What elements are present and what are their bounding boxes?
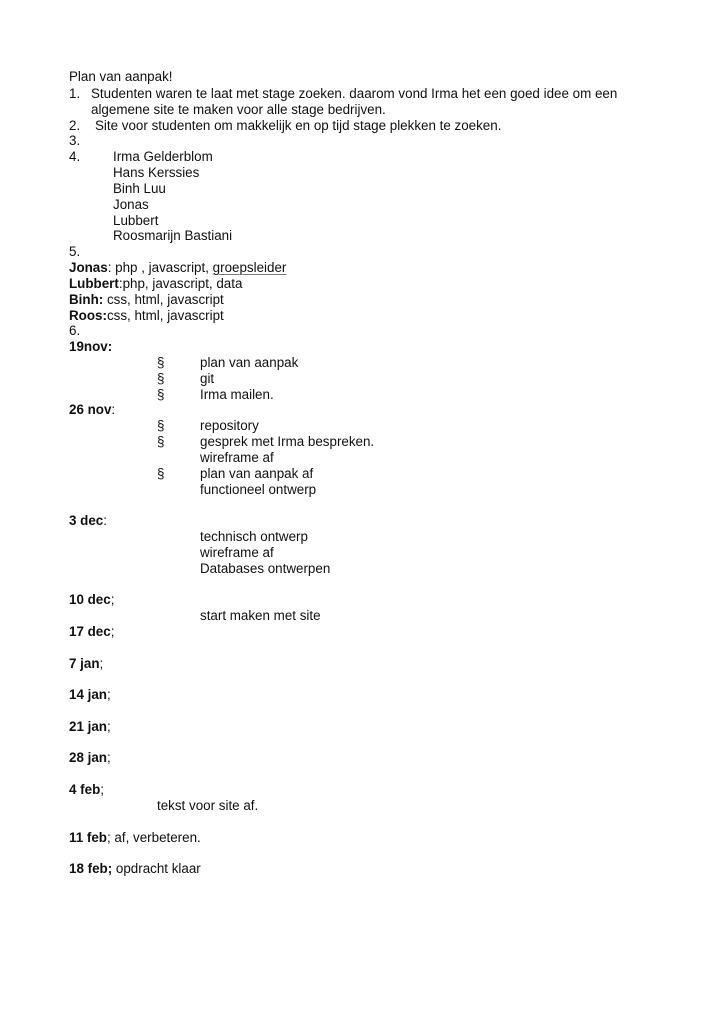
schedule-date: 7 jan;: [69, 656, 104, 671]
member-name: Roosmarijn Bastiani: [113, 228, 233, 243]
item-1-line-2: algemene site te maken voor alle stage bedrijven.: [91, 102, 386, 117]
schedule-date: 4 feb;: [69, 782, 104, 797]
schedule-task: git: [200, 371, 215, 386]
page-title: Plan van aanpak!: [69, 69, 173, 84]
schedule-task: tekst voor site af.: [157, 798, 259, 813]
schedule-task: gesprek met Irma bespreken.: [200, 434, 375, 449]
item-2-text: Site voor studenten om makkelijk en op tijd stage plekken te zoeken.: [95, 118, 502, 133]
section-icon: §: [157, 418, 165, 433]
schedule-date: 11 feb; af, verbeteren.: [69, 830, 201, 845]
member-name: Binh Luu: [113, 181, 166, 196]
member-name: Hans Kerssies: [113, 165, 200, 180]
schedule-task: plan van aanpak af: [200, 466, 314, 481]
item-number-3: 3.: [69, 133, 81, 148]
role-line-lubbert: Lubbert:php, javascript, data: [69, 276, 243, 291]
role-line-binh: Binh: css, html, javascript: [69, 292, 224, 307]
role-line-roos: Roos:css, html, javascript: [69, 308, 224, 323]
item-number-5: 5.: [69, 244, 81, 259]
schedule-task: repository: [200, 418, 259, 433]
schedule-date: 3 dec:: [69, 513, 107, 528]
member-name: Jonas: [113, 197, 149, 212]
schedule-task: technisch ontwerp: [200, 529, 308, 544]
member-name: Lubbert: [113, 213, 159, 228]
section-icon: §: [157, 466, 165, 481]
member-name: Irma Gelderblom: [113, 149, 213, 164]
schedule-date: 18 feb; opdracht klaar: [69, 861, 201, 876]
schedule-task: wireframe af: [200, 545, 274, 560]
schedule-task: wireframe af: [200, 450, 274, 465]
role-line-jonas: Jonas: php , javascript, groepsleider: [69, 260, 287, 275]
schedule-task: plan van aanpak: [200, 355, 299, 370]
item-number-4: 4.: [69, 149, 81, 164]
schedule-date: 10 dec;: [69, 592, 115, 607]
schedule-date: 26 nov:: [69, 402, 116, 417]
item-number-1: 1.: [69, 86, 81, 101]
schedule-date: 19nov:: [69, 339, 113, 354]
schedule-date: 14 jan;: [69, 687, 111, 702]
item-number-6: 6.: [69, 323, 81, 338]
section-icon: §: [157, 355, 165, 370]
section-icon: §: [157, 387, 165, 402]
section-icon: §: [157, 371, 165, 386]
schedule-task: Databases ontwerpen: [200, 561, 331, 576]
item-number-2: 2.: [69, 118, 81, 133]
schedule-task: Irma mailen.: [200, 387, 274, 402]
section-icon: §: [157, 434, 165, 449]
schedule-task: start maken met site: [200, 608, 321, 623]
schedule-task: functioneel ontwerp: [200, 482, 317, 497]
schedule-date: 28 jan;: [69, 750, 111, 765]
role-highlight: groepsleider: [212, 260, 287, 275]
schedule-date: 17 dec;: [69, 624, 115, 639]
schedule-date: 21 jan;: [69, 719, 111, 734]
item-1-line-1: Studenten waren te laat met stage zoeken. daarom vond Irma het een goed idee om een: [91, 86, 618, 101]
